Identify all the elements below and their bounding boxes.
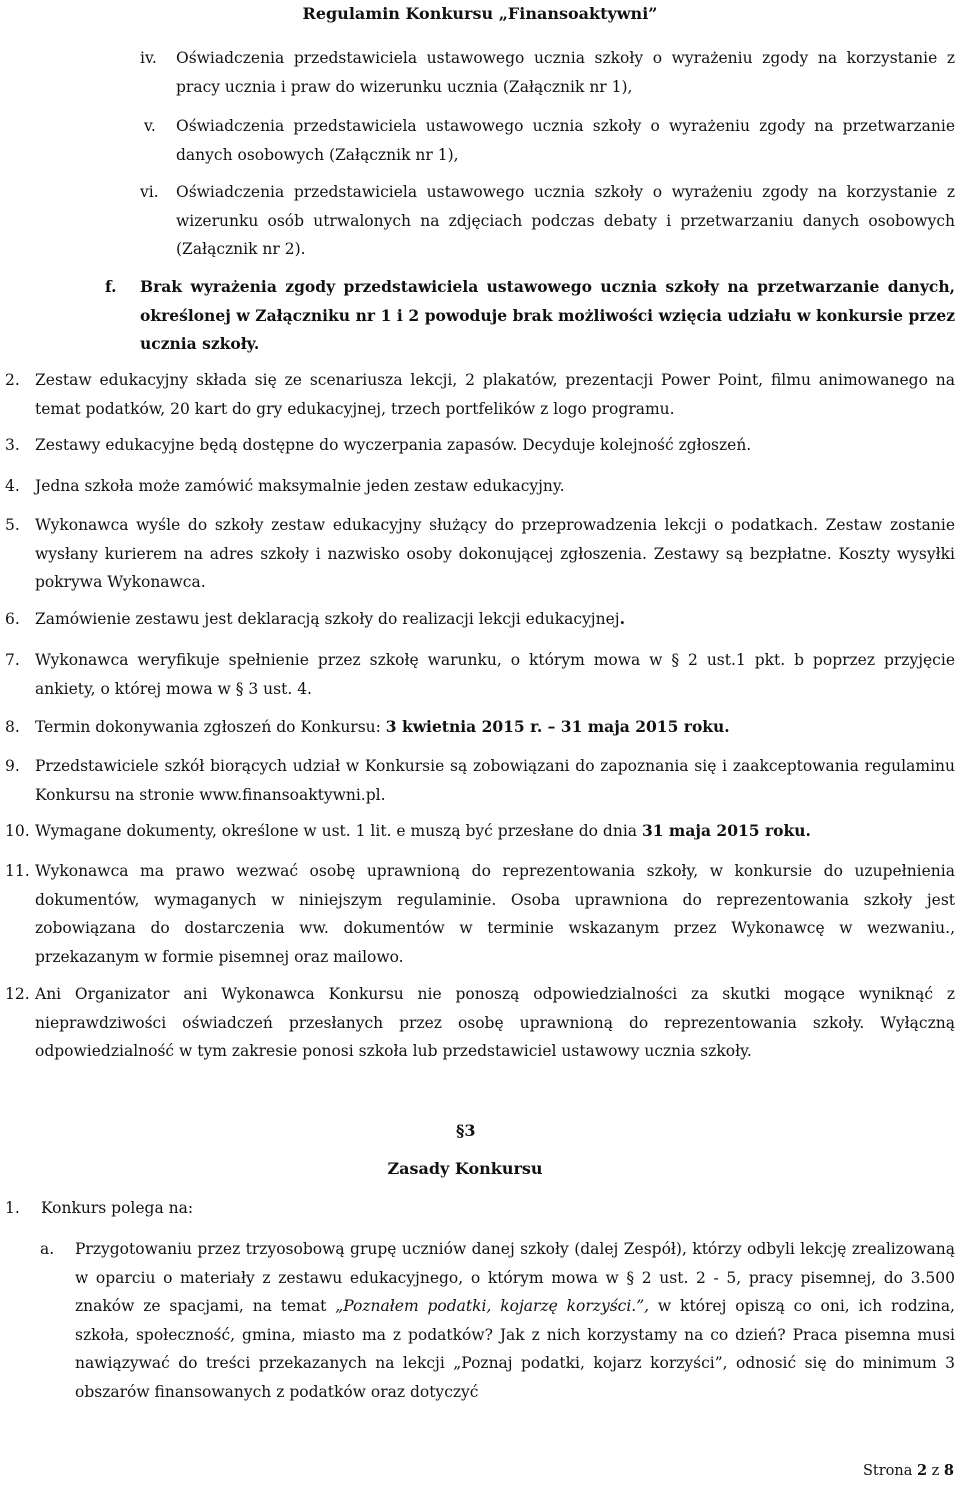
item-text: Przedstawiciele szkół biorących udział w Konkursie są zobowiązani do zapoznania się i zaakceptowania regulaminu Konkursu na stronie www.finansoaktywni.pl. (35, 757, 955, 804)
page-header-title: Regulamin Konkursu „Finansoaktywni” (302, 4, 658, 23)
section-item-1 (5, 1194, 405, 1223)
item-text: Zamówienie zestawu jest deklaracją szkoły do realizacji lekcji edukacyjnej (35, 610, 620, 628)
list-item-12 (5, 980, 955, 1066)
footer-separator: z (927, 1463, 944, 1479)
footer-page-number: 2 (916, 1462, 928, 1479)
item-text: Konkurs polega na: (41, 1199, 194, 1217)
item-text-continued: w której opiszą co oni, ich rodzina, szkoła, społeczność, gmina, miasto ma z podatków? Jak z nich korzystamy na co dzień? Praca pisemna musi nawiązywać do treści przekazanych na lekcji „Poznaj podatki, kojarz korzyści”, odnosić się do minimum 3 obszarów finansowanych z podatków oraz dotyczyć (75, 1297, 955, 1401)
list-item-5 (5, 511, 955, 597)
item-text: Oświadczenia przedstawiciela ustawowego ucznia szkoły o wyrażeniu zgody na korzystanie z pracy ucznia i praw do wizerunku ucznia (Załącznik nr 1), (176, 49, 955, 96)
item-number: 8. (5, 718, 20, 736)
list-item-9 (5, 752, 955, 809)
item-number: 9. (5, 757, 20, 775)
list-item-7 (5, 646, 955, 703)
item-number: 5. (5, 516, 20, 534)
item-number: 1. (5, 1199, 20, 1217)
item-text: Jedna szkoła może zamówić maksymalnie jeden zestaw edukacyjny. (35, 477, 565, 495)
item-text: Wykonawca ma prawo wezwać osobę uprawnioną do reprezentowania szkoły, w konkursie do uzupełnienia dokumentów, wymaganych w niniejszym regulaminie. Osoba uprawniona do reprezentowania szkoły jest zobowiązana do dostarczenia ww. dokumentów w terminie wskazanym przez Wykonawcę w wezwaniu., przekazanym w formie pisemnej oraz mailowo. (35, 862, 955, 966)
item-marker: vi. (140, 183, 159, 201)
item-text: Zestawy edukacyjne będą dostępne do wyczerpania zapasów. Decyduje kolejność zgłoszeń. (35, 436, 752, 454)
list-item-3 (5, 431, 955, 460)
list-item-4 (5, 472, 955, 501)
item-marker: v. (144, 117, 156, 135)
item-number: 4. (5, 477, 20, 495)
item-marker: iv. (140, 49, 157, 67)
section-marker: §3 (456, 1121, 476, 1140)
item-number: 11. (5, 862, 30, 880)
item-number: 7. (5, 651, 20, 669)
list-item-10 (5, 817, 955, 846)
item-text: Termin dokonywania zgłoszeń do Konkursu: (35, 718, 386, 736)
item-text: Przygotowaniu przez trzyosobową grupę uczniów danej szkoły (dalej Zespół), którzy odbyli lekcję zrealizowaną w oparciu o materiały z zestawu edukacyjnego, o którym mowa w § 2 ust. 2 - 5, pracy pisemnej, do 3.500 znaków ze spacjami, na temat (75, 1240, 955, 1315)
item-number: 6. (5, 610, 20, 628)
section-title: Zasady Konkursu (387, 1159, 543, 1178)
item-marker: f. (105, 277, 117, 296)
item-text: Ani Organizator ani Wykonawca Konkursu nie ponoszą odpowiedzialności za skutki mogące wyniknąć z nieprawdziwości oświadczeń przesłanych przez osobę uprawnioną do reprezentowania szkoły. Wyłączną odpowiedzialność w tym zakresie ponosi szkoła lub przedstawiciel ustawowy ucznia szkoły. (35, 985, 955, 1060)
item-text: Oświadczenia przedstawiciela ustawowego ucznia szkoły o wyrażeniu zgody na przetwarzanie danych osobowych (Załącznik nr 1), (176, 117, 955, 164)
list-item-iv (140, 44, 955, 101)
section-sub-item-a (40, 1235, 955, 1406)
footer-total-pages: 8 (943, 1462, 954, 1479)
item-number: 12. (5, 985, 30, 1003)
item-text: Brak wyrażenia zgody przedstawiciela ustawowego ucznia szkoły na przetwarzanie danych, określonej w Załączniku nr 1 i 2 powoduje brak możliwości wzięcia udziału w konkursie przez ucznia szkoły. (140, 277, 955, 353)
item-text-bold: 31 maja 2015 roku. (641, 821, 811, 840)
item-number: 10. (5, 822, 30, 840)
item-text-bold: 3 kwietnia 2015 r. – 31 maja 2015 roku. (385, 717, 730, 736)
page-footer (863, 1457, 954, 1486)
item-text: Zestaw edukacyjny składa się ze scenariusza lekcji, 2 plakatów, prezentacji Power Point, filmu animowanego na temat podatków, 20 kart do gry edukacyjnej, trzech portfelików z logo programu. (35, 371, 955, 418)
item-text-bold: . (619, 609, 625, 628)
item-text: Wykonawca weryfikuje spełnienie przez szkołę warunku, o którym mowa w § 2 ust.1 pkt. b poprzez przyjęcie ankiety, o której mowa w § 3 ust. 4. (35, 651, 955, 698)
item-text: Wymagane dokumenty, określone w ust. 1 lit. e muszą być przesłane do dnia (35, 822, 642, 840)
list-item-2 (5, 366, 955, 423)
list-item-11 (5, 857, 955, 971)
list-item-6 (5, 605, 955, 634)
item-text-italic: „Poznałem podatki, kojarzę korzyści.”, (335, 1297, 650, 1315)
list-item-v (140, 112, 955, 169)
list-item-8 (5, 713, 955, 742)
list-item-f (105, 273, 955, 359)
item-marker: a. (40, 1240, 55, 1258)
item-number: 3. (5, 436, 20, 454)
item-text: Wykonawca wyśle do szkoły zestaw edukacyjny służący do przeprowadzenia lekcji o podatkach. Zestaw zostanie wysłany kurierem na adres szkoły i nazwisko osoby dokonującej zgłoszenia. Zestawy są bezpłatne. Koszty wysyłki pokrywa Wykonawca. (35, 516, 955, 591)
item-text: Oświadczenia przedstawiciela ustawowego ucznia szkoły o wyrażeniu zgody na korzystanie z wizerunku osób utrwalonych na zdjęciach podczas debaty i przetwarzaniu danych osobowych (Załącznik nr 2). (176, 183, 955, 258)
item-number: 2. (5, 371, 20, 389)
footer-label: Strona (862, 1463, 917, 1479)
list-item-vi (140, 178, 955, 264)
